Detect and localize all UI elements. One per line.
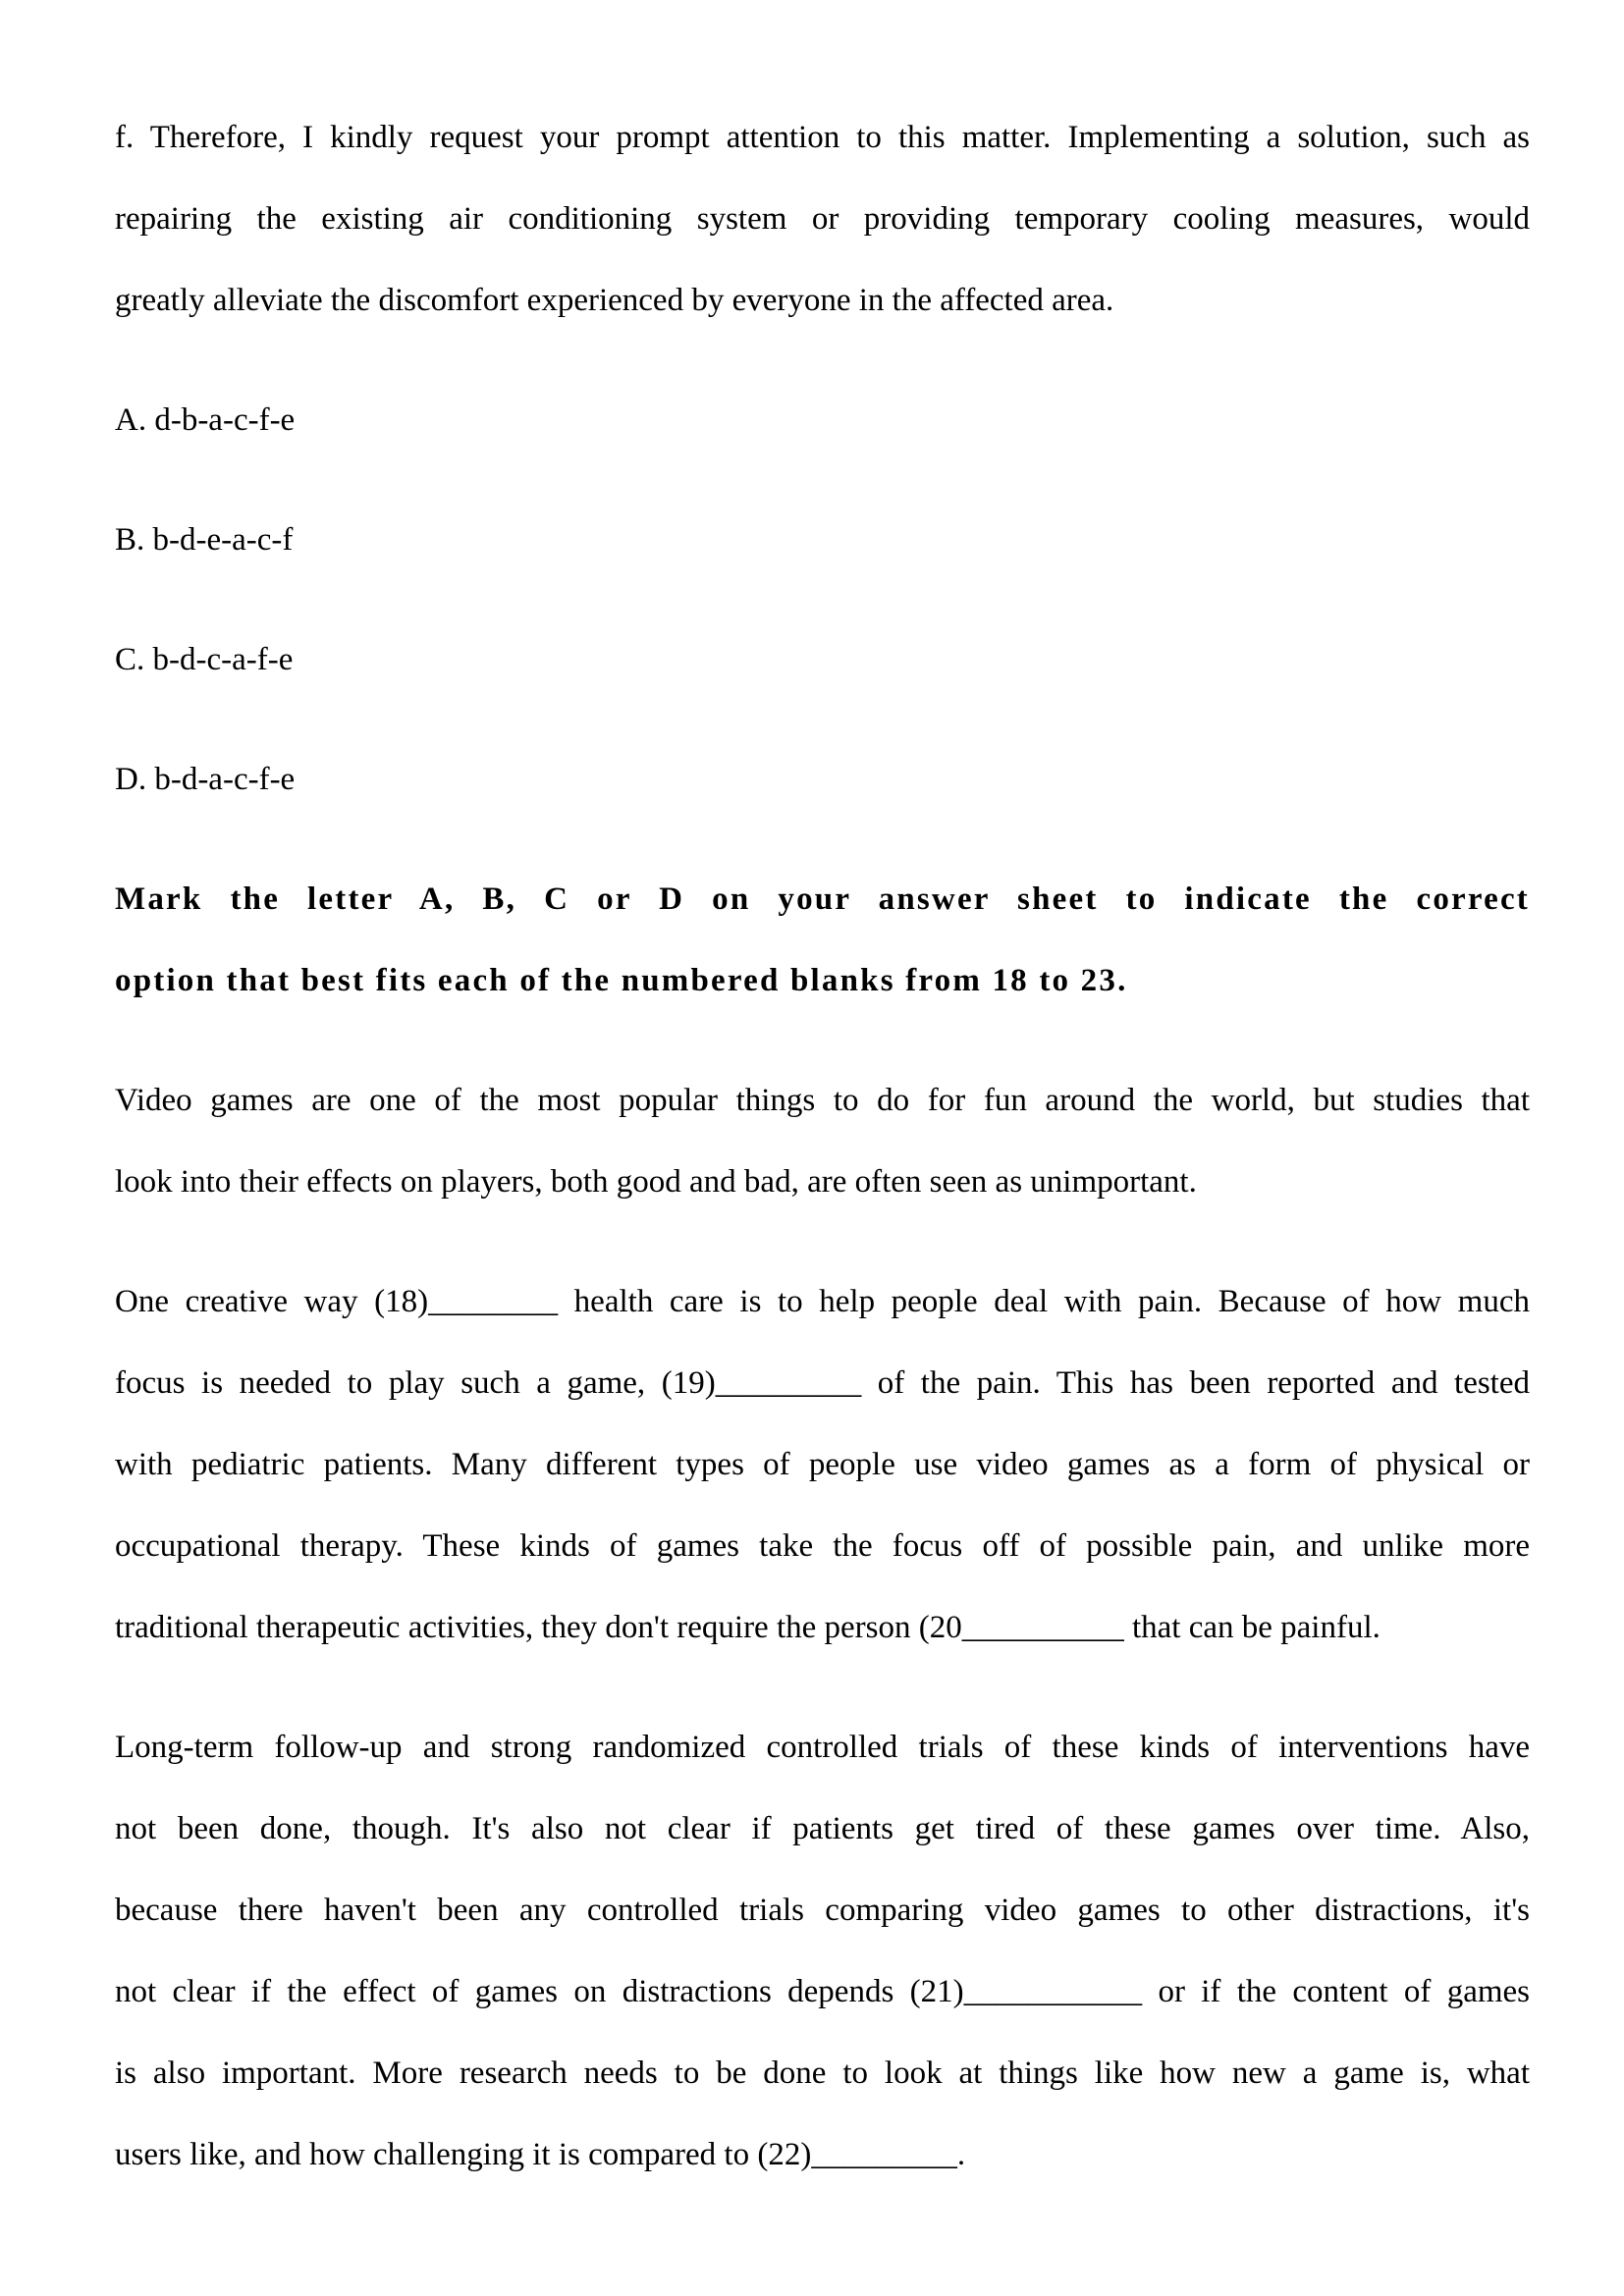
option-b: B. b-d-e-a-c-f <box>115 522 294 558</box>
paragraph-line: not clear if the effect of games on distractions depends (21)___________ or if the content of games <box>115 1974 1530 2009</box>
paragraph-line: users like, and how challenging it is compared to (22)_________. <box>115 2137 966 2172</box>
paragraph-line: not been done, though. It's also not clear if patients get tired of these games over time. Also, <box>115 1811 1530 1846</box>
paragraph-line: traditional therapeutic activities, they don't require the person (20__________ that can be painful. <box>115 1610 1380 1645</box>
instruction-heading: option that best fits each of the numbered blanks from 18 to 23. <box>115 963 1128 998</box>
paragraph-line: focus is needed to play such a game, (19)_________ of the pain. This has been reported and tested <box>115 1365 1530 1401</box>
paragraph-line: Video games are one of the most popular things to do for fun around the world, but studies that <box>115 1083 1530 1118</box>
paragraph-line: f. Therefore, I kindly request your prompt attention to this matter. Implementing a solution, such as <box>115 120 1530 155</box>
paragraph-line: One creative way (18)________ health care is to help people deal with pain. Because of how much <box>115 1284 1530 1319</box>
option-c: C. b-d-c-a-f-e <box>115 642 294 677</box>
option-d: D. b-d-a-c-f-e <box>115 762 296 797</box>
paragraph-line: Long-term follow-up and strong randomized controlled trials of these kinds of interventions have <box>115 1730 1530 1765</box>
paragraph-line: because there haven't been any controlled trials comparing video games to other distractions, it's <box>115 1893 1530 1928</box>
paragraph-line: occupational therapy. These kinds of games take the focus off of possible pain, and unlike more <box>115 1528 1530 1564</box>
paragraph-line: look into their effects on players, both good and bad, are often seen as unimportant. <box>115 1164 1197 1200</box>
paragraph-line: with pediatric patients. Many different types of people use video games as a form of physical or <box>115 1447 1530 1482</box>
paragraph-line: greatly alleviate the discomfort experienced by everyone in the affected area. <box>115 283 1114 318</box>
paragraph-line: is also important. More research needs to be done to look at things like how new a game is, what <box>115 2056 1530 2091</box>
option-a: A. d-b-a-c-f-e <box>115 402 296 438</box>
paragraph-line: repairing the existing air conditioning system or providing temporary cooling measures, would <box>115 201 1530 237</box>
instruction-heading: Mark the letter A, B, C or D on your answer sheet to indicate the correct <box>115 881 1530 917</box>
